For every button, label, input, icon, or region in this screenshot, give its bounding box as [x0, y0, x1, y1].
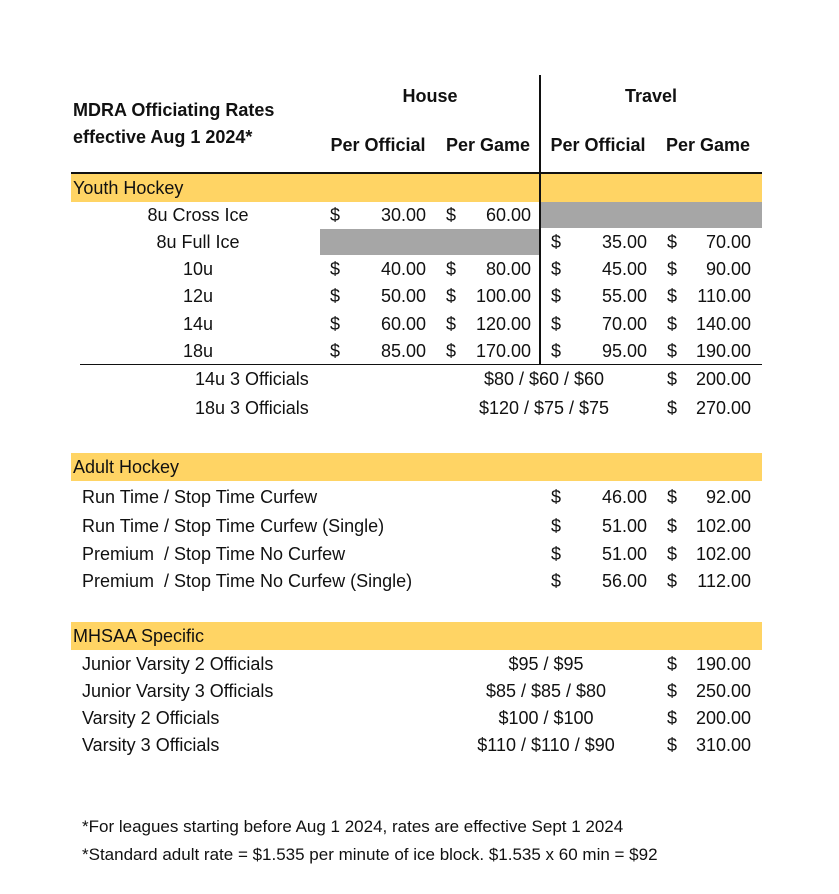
youth-row-label: 8u Cross Ice — [147, 205, 249, 225]
header-travel-per-official: Per Official — [550, 135, 646, 155]
mhsaa-total: 190.00 — [695, 654, 751, 674]
adult-game-rate: 92.00 — [705, 487, 751, 507]
adult-section-label: Adult Hockey — [73, 457, 180, 477]
house-game-rate: 60.00 — [485, 205, 531, 225]
travel-game-rate: 140.00 — [695, 314, 751, 334]
house-game-dollar-sign: $ — [446, 259, 457, 279]
travel-official-dollar-sign: $ — [551, 259, 562, 279]
travel-na-cell-8u-cross — [541, 202, 762, 228]
youth-row-label: 14u — [182, 314, 214, 334]
house-official-rate: 40.00 — [380, 259, 426, 279]
mhsaa-total: 250.00 — [695, 681, 751, 701]
mhsaa-dollar-sign: $ — [667, 708, 678, 728]
adult-game-dollar-sign: $ — [667, 487, 678, 507]
travel-game-rate: 70.00 — [705, 232, 751, 252]
adult-official-dollar-sign: $ — [551, 544, 562, 564]
travel-game-dollar-sign: $ — [667, 259, 678, 279]
three-official-split: $120 / $75 / $75 — [478, 398, 610, 418]
footnote-1: *For leagues starting before Aug 1 2024, rates are effective Sept 1 2024 — [82, 817, 624, 836]
mhsaa-split: $85 / $85 / $80 — [485, 681, 607, 701]
footnote-2: *Standard adult rate = $1.535 per minute of ice block. $1.535 x 60 min = $92 — [82, 845, 658, 864]
mhsaa-dollar-sign: $ — [667, 654, 678, 674]
house-game-rate: 80.00 — [485, 259, 531, 279]
mhsaa-section-label: MHSAA Specific — [73, 626, 205, 646]
mhsaa-split: $110 / $110 / $90 — [477, 735, 615, 755]
mhsaa-split: $95 / $95 — [508, 654, 584, 674]
travel-game-dollar-sign: $ — [667, 286, 678, 306]
mhsaa-row-label: Varsity 3 Officials — [82, 735, 220, 755]
adult-row-label: Run Time / Stop Time Curfew — [82, 487, 318, 507]
adult-game-rate: 112.00 — [697, 571, 751, 591]
mhsaa-total: 200.00 — [695, 708, 751, 728]
adult-row-label: Run Time / Stop Time Curfew (Single) — [82, 516, 385, 536]
travel-official-dollar-sign: $ — [551, 341, 562, 361]
mhsaa-dollar-sign: $ — [667, 681, 678, 701]
mhsaa-split: $100 / $100 — [498, 708, 594, 728]
travel-official-dollar-sign: $ — [551, 314, 562, 334]
mhsaa-row-label: Varsity 2 Officials — [82, 708, 220, 728]
three-official-dollar-sign: $ — [667, 398, 678, 418]
adult-game-rate: 102.00 — [695, 544, 751, 564]
adult-game-dollar-sign: $ — [667, 544, 678, 564]
travel-official-rate: 45.00 — [601, 259, 647, 279]
header-rule — [71, 172, 762, 174]
adult-row-label: Premium / Stop Time No Curfew (Single) — [82, 571, 413, 591]
three-official-total: 200.00 — [695, 369, 751, 389]
travel-game-rate: 110.00 — [697, 286, 751, 306]
house-official-rate: 30.00 — [380, 205, 426, 225]
house-official-dollar-sign: $ — [330, 286, 341, 306]
house-official-rate: 85.00 — [380, 341, 426, 361]
house-game-rate: 170.00 — [475, 341, 531, 361]
travel-official-rate: 35.00 — [601, 232, 647, 252]
travel-game-rate: 190.00 — [695, 341, 751, 361]
header-house-per-game: Per Game — [445, 135, 531, 155]
three-official-dollar-sign: $ — [667, 369, 678, 389]
house-official-dollar-sign: $ — [330, 314, 341, 334]
house-game-dollar-sign: $ — [446, 205, 457, 225]
travel-official-rate: 55.00 — [601, 286, 647, 306]
mhsaa-dollar-sign: $ — [667, 735, 678, 755]
adult-official-rate: 56.00 — [601, 571, 647, 591]
house-game-dollar-sign: $ — [446, 314, 457, 334]
youth-section-label: Youth Hockey — [73, 178, 184, 198]
youth-table-bottom-rule — [80, 364, 762, 365]
house-game-rate: 100.00 — [475, 286, 531, 306]
three-official-label: 18u 3 Officials — [195, 398, 309, 418]
house-game-rate: 120.00 — [475, 314, 531, 334]
adult-game-rate: 102.00 — [695, 516, 751, 536]
adult-official-dollar-sign: $ — [551, 571, 562, 591]
house-official-dollar-sign: $ — [330, 259, 341, 279]
adult-official-rate: 51.00 — [601, 544, 647, 564]
travel-game-rate: 90.00 — [705, 259, 751, 279]
adult-official-dollar-sign: $ — [551, 516, 562, 536]
house-na-cell-8u-full — [320, 229, 539, 255]
travel-game-dollar-sign: $ — [667, 314, 678, 334]
adult-row-label: Premium / Stop Time No Curfew — [82, 544, 346, 564]
header-travel-per-game: Per Game — [665, 135, 751, 155]
house-official-rate: 60.00 — [380, 314, 426, 334]
three-official-label: 14u 3 Officials — [195, 369, 309, 389]
header-travel: Travel — [624, 86, 678, 106]
house-official-dollar-sign: $ — [330, 205, 341, 225]
adult-game-dollar-sign: $ — [667, 516, 678, 536]
adult-game-dollar-sign: $ — [667, 571, 678, 591]
header-house: House — [402, 86, 458, 106]
three-official-total: 270.00 — [695, 398, 751, 418]
house-game-dollar-sign: $ — [446, 286, 457, 306]
travel-game-dollar-sign: $ — [667, 341, 678, 361]
header-house-per-official: Per Official — [330, 135, 426, 155]
adult-official-rate: 51.00 — [601, 516, 647, 536]
adult-official-dollar-sign: $ — [551, 487, 562, 507]
mhsaa-row-label: Junior Varsity 3 Officials — [82, 681, 274, 701]
house-official-rate: 50.00 — [380, 286, 426, 306]
mhsaa-row-label: Junior Varsity 2 Officials — [82, 654, 274, 674]
travel-official-rate: 95.00 — [601, 341, 647, 361]
mhsaa-total: 310.00 — [695, 735, 751, 755]
youth-row-label: 18u — [182, 341, 214, 361]
youth-row-label: 8u Full Ice — [156, 232, 240, 252]
travel-official-dollar-sign: $ — [551, 232, 562, 252]
youth-row-label: 10u — [182, 259, 214, 279]
title-line-2: effective Aug 1 2024* — [73, 127, 253, 147]
house-official-dollar-sign: $ — [330, 341, 341, 361]
house-game-dollar-sign: $ — [446, 341, 457, 361]
travel-official-rate: 70.00 — [601, 314, 647, 334]
travel-official-dollar-sign: $ — [551, 286, 562, 306]
adult-official-rate: 46.00 — [601, 487, 647, 507]
travel-game-dollar-sign: $ — [667, 232, 678, 252]
youth-row-label: 12u — [182, 286, 214, 306]
title-line-1: MDRA Officiating Rates — [73, 100, 275, 120]
three-official-split: $80 / $60 / $60 — [483, 369, 605, 389]
